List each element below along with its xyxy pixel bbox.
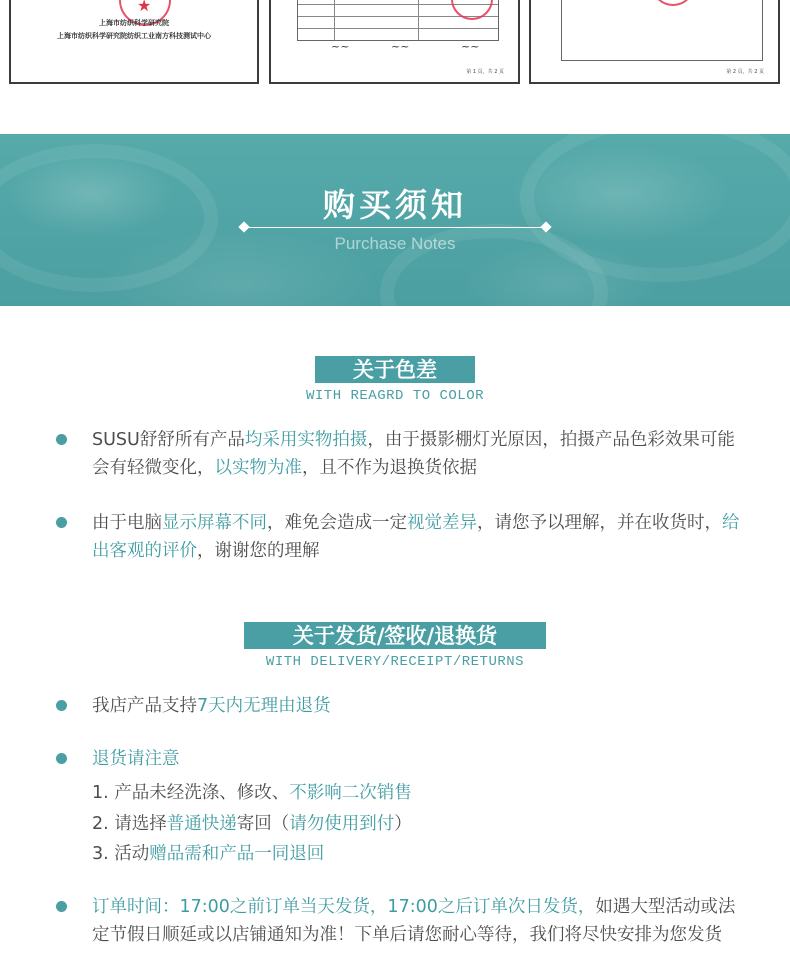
certificate-page-number: 第 2 页，共 2 页 (726, 69, 764, 75)
certificate-strip (0, 0, 790, 90)
banner-title: 购买须知 (322, 186, 467, 224)
bullet-icon (56, 901, 67, 912)
certificate-org-name: 上海市纺织科学研究院 (99, 19, 169, 27)
bullet-icon (56, 700, 67, 711)
signature-mark: ~~ (461, 40, 480, 53)
signature-mark: ~~ (331, 40, 350, 53)
return-notice-title: 退货请注意 (92, 749, 180, 769)
banner-subtitle: Purchase Notes (334, 234, 456, 253)
certificate-image-3 (529, 0, 780, 84)
return-policy-note: 我店产品支持7天内无理由退货 (92, 696, 331, 716)
certificate-org-subname: 上海市纺织科学研究院纺织工业南方科技测试中心 (57, 32, 211, 40)
color-note-2: 由于电脑显示屏幕不同，难免会造成一定视觉差异，请您予以理解，并在收货时，给出客观的评价，谢谢您的理解 (92, 513, 740, 561)
return-rule-2: 2. 请选择普通快递寄回（请勿使用到付） (92, 814, 412, 834)
section-subheading-color: WITH REAGRD TO COLOR (305, 388, 485, 404)
bullet-icon (56, 753, 67, 764)
return-rule-1: 1. 产品未经洗涤、修改、不影响二次销售 (92, 783, 412, 803)
certificate-frame (561, 0, 763, 61)
certificate-image-2 (269, 0, 520, 84)
banner-divider (245, 227, 545, 228)
purchase-notes-banner (0, 134, 790, 306)
bullet-icon (56, 434, 67, 445)
bullet-icon (56, 517, 67, 528)
star-icon: ★ (137, 0, 152, 15)
certificate-page-number: 第 1 页，共 2 页 (466, 69, 504, 75)
section-heading-delivery: 关于发货/签收/退换货 (244, 622, 546, 649)
signature-mark: ~~ (391, 40, 410, 53)
color-note-1: SUSU舒舒所有产品均采用实物拍摄，由于摄影棚灯光原因，拍摄产品色彩效果可能会有轻微变化，以实物为准，且不作为退换货依据 (92, 430, 735, 478)
order-time-note: 订单时间：17:00之前订单当天发货，17:00之后订单次日发货，如遇大型活动或法定节假日顺延或以店铺通知为准！下单后请您耐心等待，我们将尽快安排为您发货 (92, 897, 736, 945)
certificate-image-1 (9, 0, 259, 84)
section-heading-color: 关于色差 (315, 356, 475, 383)
return-rule-3: 3. 活动赠品需和产品一同退回 (92, 844, 325, 864)
section-subheading-delivery: WITH DELIVERY/RECEIPT/RETURNS (265, 654, 525, 670)
